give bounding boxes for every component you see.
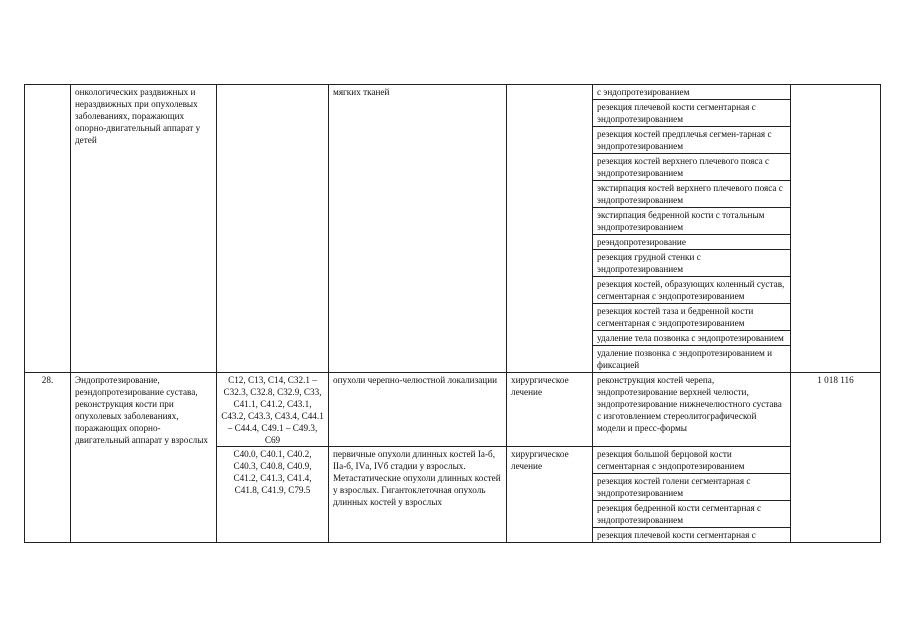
icd-codes-cell: C12, C13, C14, C32.1 – C32.3, C32.8, C32.9, C33, C41.1, C41.2, C43.1, C43.2, C43.3, C43.4, C44.1 – C44.4, C49.1 – C49.3, C69 bbox=[217, 373, 329, 447]
treatment-type-cell bbox=[507, 85, 593, 373]
method-item: резекция костей голени сегментарная с эндопротезированием bbox=[593, 474, 790, 501]
profile-cell: онкологических раздвижных и нераздвижных при опухолевых заболеваниях, поражающих опорно-двигательный аппарат у детей bbox=[71, 85, 217, 373]
method-item: удаление тела позвонка с эндопротезированием bbox=[593, 331, 790, 346]
method-item: резекция большой берцовой кости сегментарная с эндопротезированием bbox=[593, 447, 790, 474]
methods-cell bbox=[593, 373, 791, 447]
method-item: резекция плечевой кости сегментарная с эндопротезированием bbox=[593, 100, 790, 127]
method-item: резекция костей предплечья сегмен-тарная с эндопротезированием bbox=[593, 127, 790, 154]
method-item: резекция костей верхнего плечевого пояса с эндопротезированием bbox=[593, 154, 790, 181]
row-number-cell: 28. bbox=[25, 373, 71, 543]
methods-cell bbox=[593, 447, 791, 543]
icd-codes-cell: C40.0, C40.1, C40.2, C40.3, C40.8, C40.9, C41.2, C41.3, C41.4, C41.8, C41.9, C79.5 bbox=[217, 447, 329, 543]
methods-list bbox=[593, 373, 790, 435]
treatment-type-cell: хирургическое лечение bbox=[507, 447, 593, 543]
price-cell bbox=[791, 85, 881, 373]
price-cell: 1 018 116 bbox=[791, 373, 881, 543]
patient-model-cell: первичные опухоли длинных костей Iа-б, IIа-б, IVа, IVб стадии у взрослых. Метастатические опухоли длинных костей у взрослых. Гигантоклеточная опухоль длинных костей у взрослых bbox=[329, 447, 507, 543]
method-item: резекция костей, образующих коленный сустав, сегментарная с эндопротезированием bbox=[593, 277, 790, 304]
services-table bbox=[24, 84, 881, 543]
method-item: реконструкция костей черепа, эндопротезирование верхней челюсти, эндопротезирование нижнечелюстного сустава с изготовлением стереолитографической модели и пресс-формы bbox=[597, 375, 782, 433]
table-row-28 bbox=[25, 373, 881, 447]
method-item: реэндопротезирование bbox=[593, 235, 790, 250]
method-item: резекция костей таза и бедренной кости сегментарная с эндопротезированием bbox=[593, 304, 790, 331]
methods-cell bbox=[593, 85, 791, 373]
methods-list bbox=[593, 85, 790, 372]
row-number-cell bbox=[25, 85, 71, 373]
patient-model-cell: опухоли черепно-челюстной локализации bbox=[329, 373, 507, 447]
method-item: резекция бедренной кости сегментарная с эндопротезированием bbox=[593, 501, 790, 528]
profile-cell: Эндопротезирование, реэндопротезирование сустава, реконструкция кости при опухолевых заболеваниях, поражающих опорно-двигательный аппарат у взрослых bbox=[71, 373, 217, 543]
method-item: экстирпация костей верхнего плечевого пояса с эндопротезированием bbox=[593, 181, 790, 208]
method-item: резекция плечевой кости сегментарная с bbox=[597, 530, 756, 540]
patient-model-cell: мягких тканей bbox=[329, 85, 507, 373]
treatment-type-cell: хирургическое лечение bbox=[507, 373, 593, 447]
table-row-continued bbox=[25, 85, 881, 373]
methods-list bbox=[593, 447, 790, 542]
method-item: экстирпация бедренной кости с тотальным эндопротезированием bbox=[593, 208, 790, 235]
method-item: с эндопротезированием bbox=[593, 85, 790, 100]
method-item: резекция грудной стенки с эндопротезированием bbox=[593, 250, 790, 277]
method-item: удаление позвонка с эндопротезированием и фиксацией bbox=[597, 348, 773, 370]
icd-codes-cell bbox=[217, 85, 329, 373]
